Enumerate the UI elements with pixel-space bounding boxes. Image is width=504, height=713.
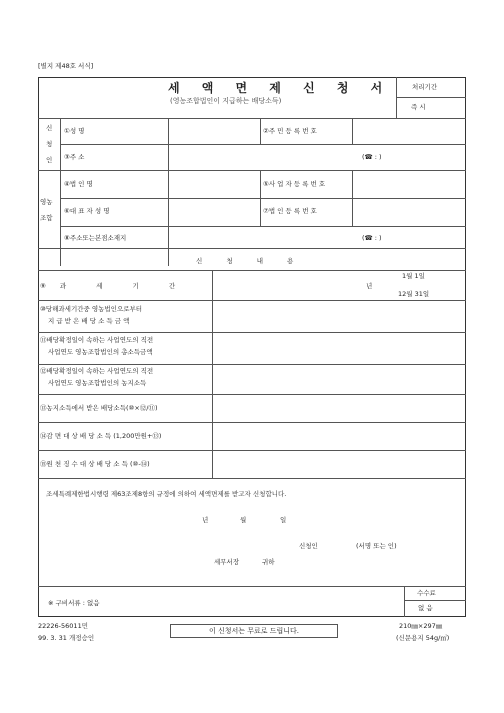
- form-subtitle: (영농조합법인이 지급하는 배당소득): [170, 97, 282, 105]
- tax-period-end: 12월 31일: [398, 290, 430, 298]
- fee-value: 없 음: [418, 604, 433, 612]
- tax-office-recipient: 세무서장: [214, 558, 240, 566]
- row12-amount-field[interactable]: [214, 366, 464, 392]
- corp-hq-field[interactable]: [170, 228, 460, 250]
- applicant-name-field[interactable]: [170, 121, 258, 141]
- corp-name-field[interactable]: [170, 173, 258, 195]
- row14-label: ⑭감 면 대 상 배 당 소 득 (1,200만원+⑬): [40, 432, 162, 440]
- applicant-phone: (☎ : ): [362, 153, 382, 161]
- applicant-rrn-field[interactable]: [354, 121, 464, 141]
- corp-hq-label: ⑧주소또는본점소재지: [64, 234, 127, 242]
- applicant-label-2: 청: [46, 140, 53, 148]
- paper-spec: (신문용지 54g/㎡): [396, 634, 450, 642]
- row13-label: ⑬농지소득에서 받은 배당소득(⑩×⑫/⑪): [40, 404, 158, 412]
- tax-period-year-field[interactable]: [214, 272, 364, 296]
- free-form-notice-text: 이 신청서는 무료로 드립니다.: [208, 627, 300, 635]
- applicant-label-1: 신: [46, 124, 53, 132]
- tax-period-label: ⑨과 세 기 간: [40, 282, 190, 290]
- row13-amount-field[interactable]: [214, 396, 464, 420]
- attachments-note: ※ 구비서류 : 없음: [48, 599, 100, 607]
- applicant-sign-label: 신청인: [299, 542, 318, 550]
- corp-rep-field[interactable]: [170, 200, 258, 222]
- row14-amount-field[interactable]: [214, 424, 464, 448]
- row11-label-line2: 사업연도 영농조합법인의 총소득금액: [48, 348, 153, 356]
- row12-label-line2: 사업연도 영농조합법인의 농지소득: [48, 379, 147, 387]
- applicant-address-field[interactable]: [170, 147, 460, 167]
- row11-label-line1: ⑪배당확정일이 속하는 사업연도의 직전: [40, 336, 154, 344]
- corp-biz-no-label: ⑤사 업 자 등 록 번 호: [263, 180, 326, 188]
- row15-label: ⑮원 천 징 수 대 상 배 당 소 득 (⑩-⑭): [40, 460, 150, 468]
- date-year: 년: [202, 516, 209, 524]
- date-day: 일: [280, 516, 287, 524]
- declaration-text: 조세특례제한법시행령 제63조제8항의 규정에 의하여 세액면제를 받고자 신청합니다.: [46, 490, 287, 498]
- corp-name-label: ④법 인 명: [64, 180, 93, 188]
- fee-label: 수수료: [417, 589, 436, 597]
- row12-label-line1: ⑫배당확정일이 속하는 사업연도의 직전: [40, 367, 154, 375]
- corp-reg-no-field[interactable]: [354, 200, 464, 222]
- applicant-sign-note: (서명 또는 인): [356, 542, 397, 550]
- row15-amount-field[interactable]: [214, 452, 464, 476]
- free-form-notice: [170, 624, 338, 638]
- approval-date: 99. 3. 31 개정승인: [38, 634, 95, 642]
- date-month: 월: [240, 516, 247, 524]
- form-number-label: [별지 제48호 서식]: [38, 62, 94, 70]
- row10-amount-field[interactable]: [214, 302, 464, 328]
- processing-period-value: 즉 시: [411, 103, 426, 111]
- form-code: 22226-56011민: [38, 622, 88, 630]
- form-title: 세 액 면 제 신 청 서: [168, 81, 392, 95]
- corp-biz-no-field[interactable]: [354, 173, 464, 195]
- applicant-address-label: ③주 소: [64, 153, 85, 161]
- corp-label-2: 조합: [40, 214, 53, 222]
- corp-rep-label: ⑥대 표 자 성 명: [64, 207, 110, 215]
- tax-period-start: 1월 1일: [402, 272, 425, 280]
- corp-phone: (☎ : ): [362, 234, 382, 242]
- row11-amount-field[interactable]: [214, 334, 464, 360]
- applicant-rrn-label: ②주 민 등 록 번 호: [263, 127, 317, 135]
- row10-label-line2: 지 급 받 은 배 당 소 득 금 액: [48, 317, 130, 325]
- applicant-signature-field[interactable]: [330, 538, 354, 552]
- corp-label-1: 영농: [40, 198, 53, 206]
- processing-period-label: 처리기간: [412, 83, 438, 91]
- section-title: 신 청 내 용: [196, 257, 305, 265]
- recipient-honorific: 귀하: [262, 558, 275, 566]
- tax-period-year: 년: [366, 282, 373, 290]
- row10-label-line1: ⑩당해과세기간중 영농법인으로부터: [40, 305, 143, 313]
- corp-reg-no-label: ⑦법 인 등 록 번 호: [263, 207, 317, 215]
- applicant-label-3: 인: [46, 156, 53, 164]
- applicant-name-label: ①성 명: [64, 127, 85, 135]
- paper-size: 210㎜×297㎜: [399, 622, 443, 630]
